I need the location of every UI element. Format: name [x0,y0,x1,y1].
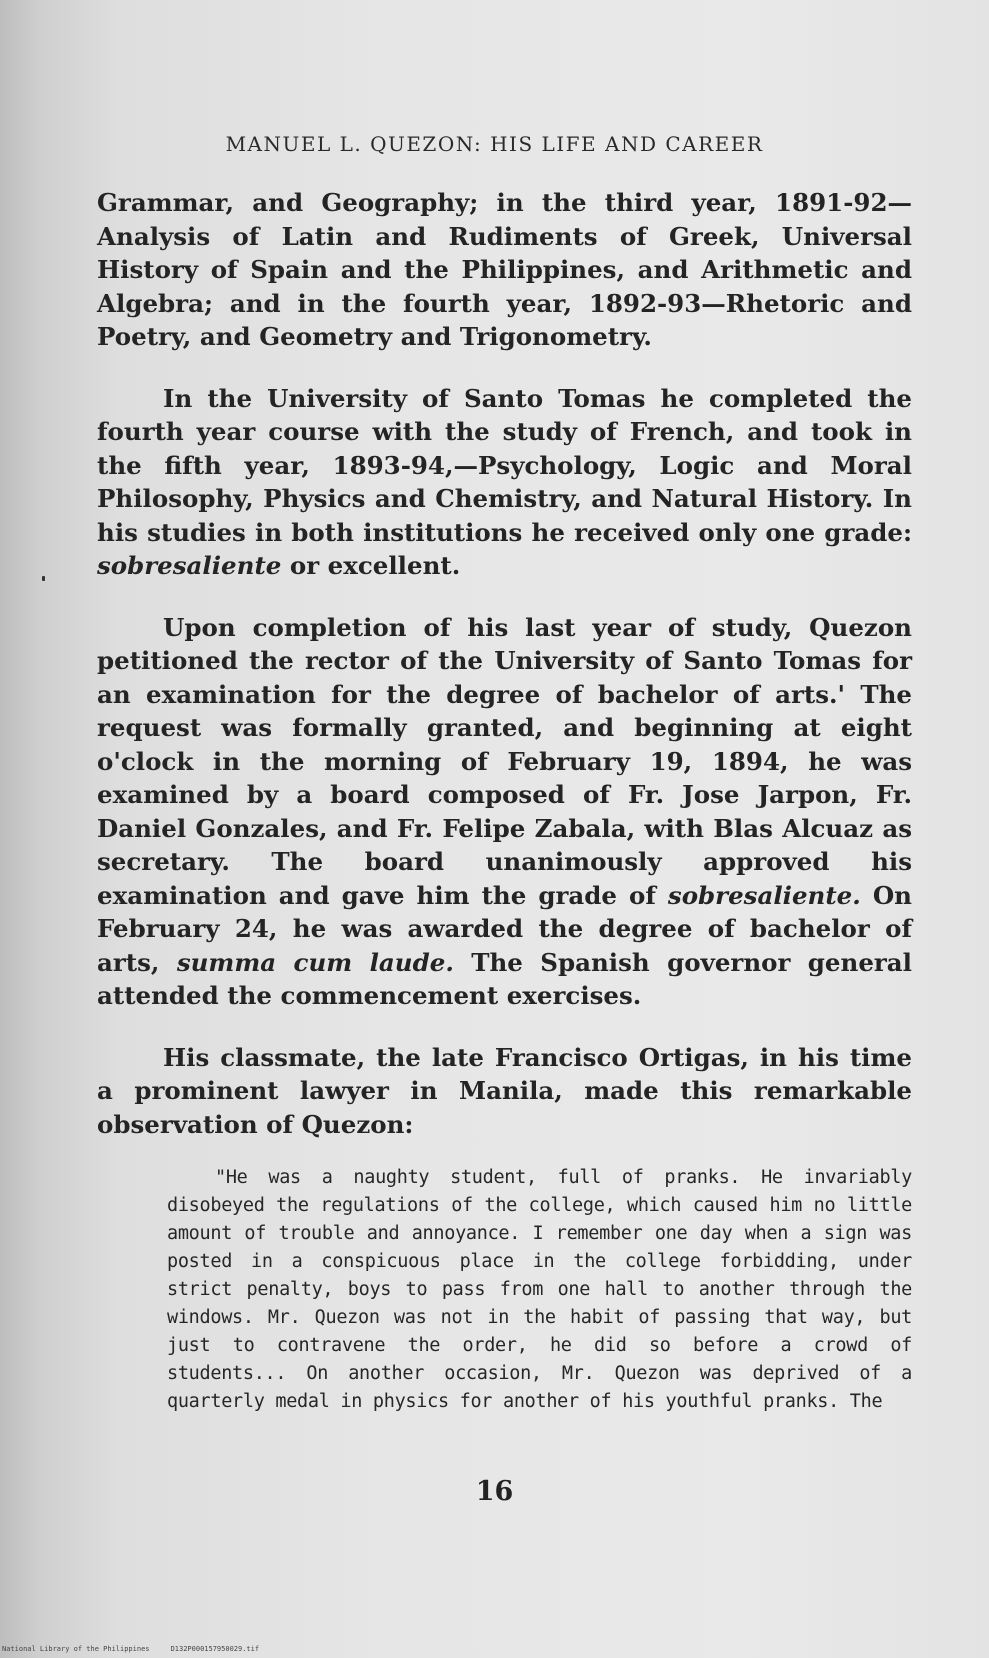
paragraph-3-italic-2: summa cum laude. [176,947,454,977]
paragraph-4: His classmate, the late Francisco Ortigas, in his time a prominent lawyer in Manila, made this remarkable observation of Quezon: [97,1042,912,1139]
running-head: MANUEL L. QUEZON: HIS LIFE AND CAREER [225,132,764,156]
paragraph-3-mid: On February 24, he was awarded the degree of bachelor of arts, [97,880,912,977]
page-number: 16 [475,1476,514,1507]
block-quote-text: "He was a naughty student, full of pranks. He invariably disobeyed the regulations of the college, which caused him no little amount of trouble and annoyance. I remember one day when a sign was posted in a conspicuous place in the college forbidding, under strict penalty, boys to pass from one hall to another through the windows. Mr. Quezon was not in the habit of passing that way, but just to contravene the order, he did so before a crowd of students... On another occasion, Mr. Quezon was deprived of a quarterly medal in physics for another of his youthful pranks. The [167,1167,912,1412]
paragraph-3-end: The Spanish governor general attended the commencement exercises. [97,947,912,1010]
paragraph-2-italic: sobresaliente [97,551,282,580]
paragraph-2 [97,382,912,583]
paragraph-3-text: Upon completion of his last year of study, Quezon petitioned the rector of the University of Santo Tomas for an examination for the degree of bachelor of arts.' The request was formally granted, and beginning at eight o'clock in the morning of February 19, 1894, he was examined by a board composed of Fr. Jose Jarpon, Fr. Daniel Gonzales, and Fr. Felipe Zabala, with Blas Alcuaz as secretary. The board unanimously approved his examination and gave him the grade of [97,612,912,910]
body-text [97,186,912,1169]
paragraph-2-text: In the University of Santo Tomas he completed the fourth year course with the study of French, and took in the fifth year, 1893-94,—Psychology, Logic and Moral Philosophy, Physics and Chemistry, and Natural History. In his studies in both institutions he received only one grade: [97,383,912,547]
paragraph-3-italic-1: sobresaliente. [667,880,861,910]
scan-footer: National Library of the Philippines D132P000157950029.tif [2,1645,260,1653]
paragraph-2-end: or excellent. [281,551,461,580]
scan-speck [42,576,45,581]
paragraph-3 [97,611,912,1013]
block-quote [167,1164,912,1416]
paragraph-1: Grammar, and Geography; in the third year, 1891-92—Analysis of Latin and Rudiments of Greek, Universal History of Spain and the Philippines, and Arithmetic and Algebra; and in the fourth year, 1892-93—Rhetoric and Poetry, and Geometry and Trigonometry. [97,188,912,351]
